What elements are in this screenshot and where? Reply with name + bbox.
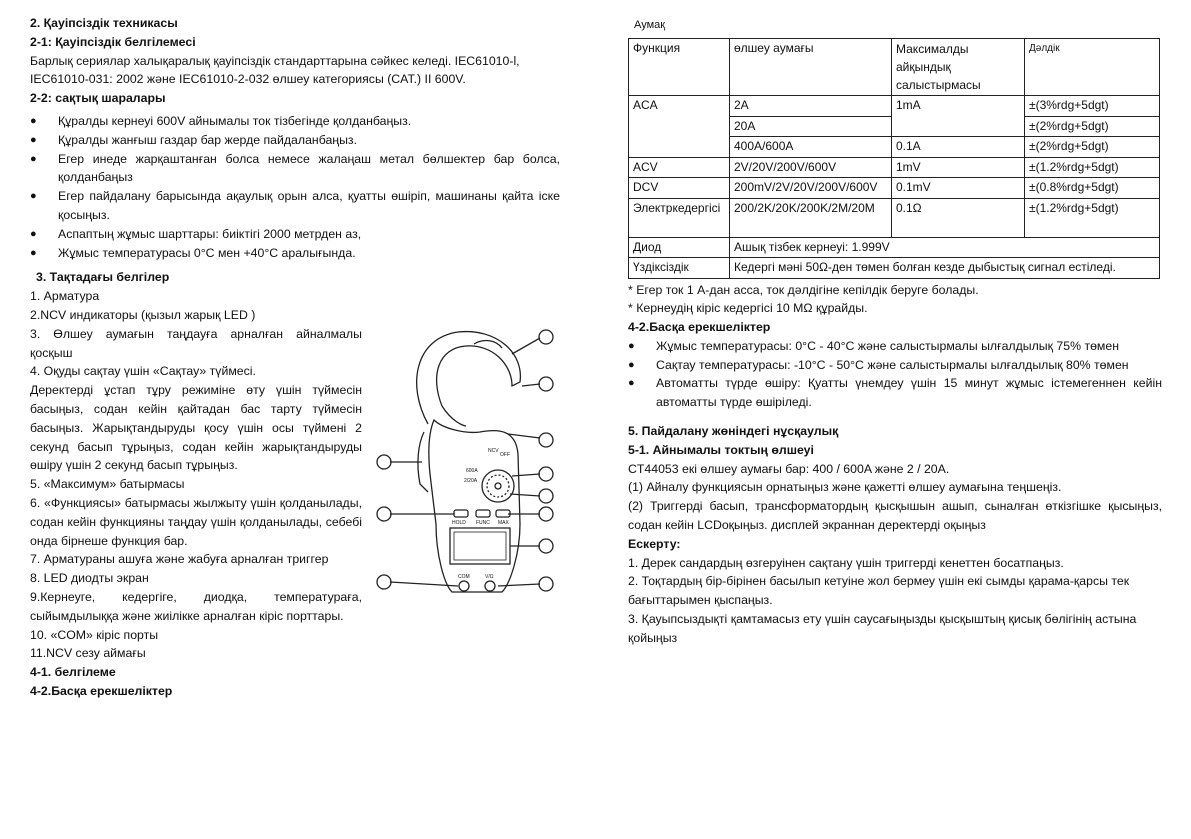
meter-body — [429, 420, 520, 592]
header-cell: Дәлдік — [1025, 39, 1160, 96]
section-3-title: 3. Тақтадағы белгілер — [36, 270, 170, 285]
list-item: ● Егер пайдалану барысында ақаулық орын алса, қуатты өшіріп, машинаны қайта іске қосыңыз. — [30, 187, 560, 225]
features-list — [628, 337, 1162, 412]
panel-item-9: 9.Кернеуге, кедергіге, диодқа, температураға, сыйымдылыққа және жиілікке арналған кіріс порттары. — [30, 589, 362, 623]
list-item: ● Құралды кернеуі 600V айнымалы ток тізбегінде қолданбаңыз. — [30, 112, 560, 131]
callout-circle — [539, 377, 553, 391]
v-ohm-label: V/Ω — [485, 574, 494, 580]
ac-measure-line-1: CT44053 екі өлшеу аумағы бар: 400 / 600A және 2 / 20A. — [628, 461, 950, 476]
callout-circle — [539, 539, 553, 553]
range-600a-label: 600A — [466, 468, 478, 474]
list-item: ● Аспаптың жұмыс шарттары: биіктігі 2000 метрден аз, — [30, 225, 560, 244]
table-row: Электркедергісі 200/2K/20K/200K/2M/20M 0.1Ω ±(1.2%rdg+5dgt) — [629, 198, 1160, 237]
header-cell: Максималды айқындық салыстырмасы — [892, 39, 1025, 96]
panel-item-1: 1. Арматура — [30, 289, 100, 304]
ac-measure-line-3: (2) Триггерді басып, трансформатордың қысқышын ашып, сыналған өткізгішке қысыңыз, содан кейін LCDоқыңыз. дисплей экраннан деректерді оқыңыз — [628, 499, 1162, 533]
table-row: Диод Ашық тізбек кернеуі: 1.999V — [629, 237, 1160, 258]
func-label: FUNC — [476, 520, 490, 526]
hold-button — [454, 510, 468, 517]
panel-item-3: 3. Өлшеу аумағын таңдауға арналған айналмалы — [30, 326, 362, 341]
clamp-jaw — [417, 332, 521, 426]
v-ohm-port — [485, 581, 495, 591]
section-4-1-title: 4-1. белгілеме — [30, 665, 116, 680]
section-5-title: 5. Пайдалану жөніндегі нұсқаулық — [628, 424, 839, 439]
section-4-2-title: 4-2.Басқа ерекшеліктер — [628, 320, 771, 335]
panel-item-7: 7. Арматураны ашуға және жабуға арналған триггер — [30, 552, 329, 567]
func-button — [476, 510, 490, 517]
range-caption: Аумақ — [634, 19, 666, 31]
note-impedance: * Кернеудің кіріс кедергісі 10 MΩ құрайды. — [628, 301, 868, 316]
table-row: 20A ±(2%rdg+5dgt) — [629, 116, 1160, 137]
list-item: ● Егер инеде жарқаштанған болса немесе жалаңаш метал бөлшектер бар болса, қолданбаңыз — [30, 150, 560, 188]
callout-circle — [539, 330, 553, 344]
range-2-20a-label: 2/20A — [464, 478, 478, 484]
list-item: ● Жұмыс температурасы 0°C мен +40°C аралығында. — [30, 244, 560, 263]
right-column — [628, 18, 1162, 648]
panel-item-4-desc: Деректерді ұстап тұру режиміне өту үшін түймесін басыңыз, содан кейін қайтадан бас тарту түймесін басыңыз. Жарықтандыруды қосу үшін осы түймені 2 секунд басып тұрыңыз, содан кейін жарықтандыруды өшіру үшін 2 секунд басып тұрыңыз. — [30, 383, 362, 473]
callout-circle — [539, 507, 553, 521]
max-label: MAX — [498, 520, 509, 526]
callout-circle — [377, 455, 391, 469]
panel-item-6: 6. «Функциясы» батырмасы жылжыту үшін қолданылады, содан кейін функцияны таңдау үшін қолданылады, себебі онда бірнеше функция бар. — [30, 495, 362, 548]
panel-item-8: 8. LED диодты экран — [30, 571, 149, 586]
precautions-list — [30, 112, 560, 262]
callout-circle — [539, 577, 553, 591]
section-5-1-title: 5-1. Айнымалы токтың өлшеуі — [628, 442, 814, 457]
header-cell: өлшеу аумағы — [730, 39, 892, 96]
table-header-row — [629, 39, 1160, 96]
caution-1: 1. Дерек сандардың өзгеруінен сақтану үшін триггерді кенеттен босатпаңыз. — [628, 555, 1064, 570]
callout-circle — [539, 467, 553, 481]
hold-label: HOLD — [452, 520, 466, 526]
com-label: COM — [458, 574, 470, 580]
safety-mark-line-2: IEC61010-031: 2002 және IEC61010-2-032 өлшеу категориясы (CAT.) II 600V. — [30, 72, 466, 87]
header-cell: Функция — [629, 39, 730, 96]
list-item: ● Жұмыс температурасы: 0°C - 40°C және салыстырмалы ылғалдылық 75% төмен — [628, 337, 1162, 356]
list-item: ● Құралды жанғыш газдар бар жерде пайдаланбаңыз. — [30, 131, 560, 150]
lcd-screen — [450, 528, 510, 564]
caution-3: 3. Қауыпсыздықті қамтамасыз ету үшін саусағыңызды қысқыштың қисық бөлігінің астына қойыңыз — [628, 612, 1137, 645]
caution-title: Ескерту: — [628, 536, 681, 551]
section-2-2-title: 2-2: сақтық шаралары — [30, 91, 166, 106]
safety-mark-line-1: Барлық сериялар халықаралық қауіпсіздік стандарттарына сәйкес келеді. IEC61010-l, — [30, 53, 520, 68]
panel-item-10: 10. «COM» кіріс порты — [30, 627, 159, 642]
max-button — [496, 510, 510, 517]
table-row: DCV 200mV/2V/20V/200V/600V 0.1mV ±(0.8%rdg+5dgt) — [629, 178, 1160, 199]
panel-item-3-cont: қосқыш — [30, 345, 73, 360]
caution-2: 2. Тоқтардың бір-бірінен басылып кетуіне жол бермеу үшін екі сымды қарама-қарсы тек бағыттарымен қыспаңыз. — [628, 574, 1130, 608]
panel-item-5: 5. «Максимум» батырмасы — [30, 477, 185, 492]
table-row: 400A/600A 0.1A ±(2%rdg+5dgt) — [629, 137, 1160, 158]
panel-item-4: 4. Оқуды сақтау үшін «Сақтау» түймесі. — [30, 364, 256, 379]
ncv-label: NCV — [488, 448, 499, 454]
callout-circle — [539, 489, 553, 503]
callout-circle — [377, 507, 391, 521]
section-2-title: 2. Қауіпсіздік техникасы — [30, 16, 178, 30]
callout-circle — [539, 433, 553, 447]
off-label: OFF — [500, 452, 510, 458]
table-row: Үздіксіздік Кедергі мәні 50Ω-ден төмен болған кезде дыбыстық сигнал естіледі. — [629, 258, 1160, 279]
table-row: ACV 2V/20V/200V/600V 1mV ±(1.2%rdg+5dgt) — [629, 157, 1160, 178]
list-item: ● Автоматты түрде өшіру: Қуатты үнемдеу үшін 15 минут жұмыс істемегеннен кейін автоматты түрде өшіріледі. — [628, 374, 1162, 412]
com-port — [459, 581, 469, 591]
table-row: ACA 2A 1mA ±(3%rdg+5dgt) — [629, 96, 1160, 117]
callout-circle — [377, 575, 391, 589]
ac-measure-line-2: (1) Айналу функциясын орнатыңыз және қажетті өлшеу аумағына теңшеңіз. — [628, 480, 1062, 495]
section-4-2-title-left: 4-2.Басқа ерекшеліктер — [30, 683, 173, 698]
note-current: * Егер ток 1 A-дан асса, ток дәлдігіне кепілдік беруге болады. — [628, 282, 979, 297]
specification-table — [628, 38, 1160, 279]
panel-item-2: 2.NCV индикаторы (қызыл жарық LED ) — [30, 307, 256, 322]
panel-item-11: 11.NCV сезу аймағы — [30, 646, 146, 661]
clamp-meter-diagram — [372, 324, 568, 614]
section-2-1-title: 2-1: Қауіпсіздік белгілемесі — [30, 34, 196, 49]
list-item: ● Сақтау температурасы: -10°C - 50°C және салыстырмалы ылғалдылық 80% төмен — [628, 356, 1162, 375]
